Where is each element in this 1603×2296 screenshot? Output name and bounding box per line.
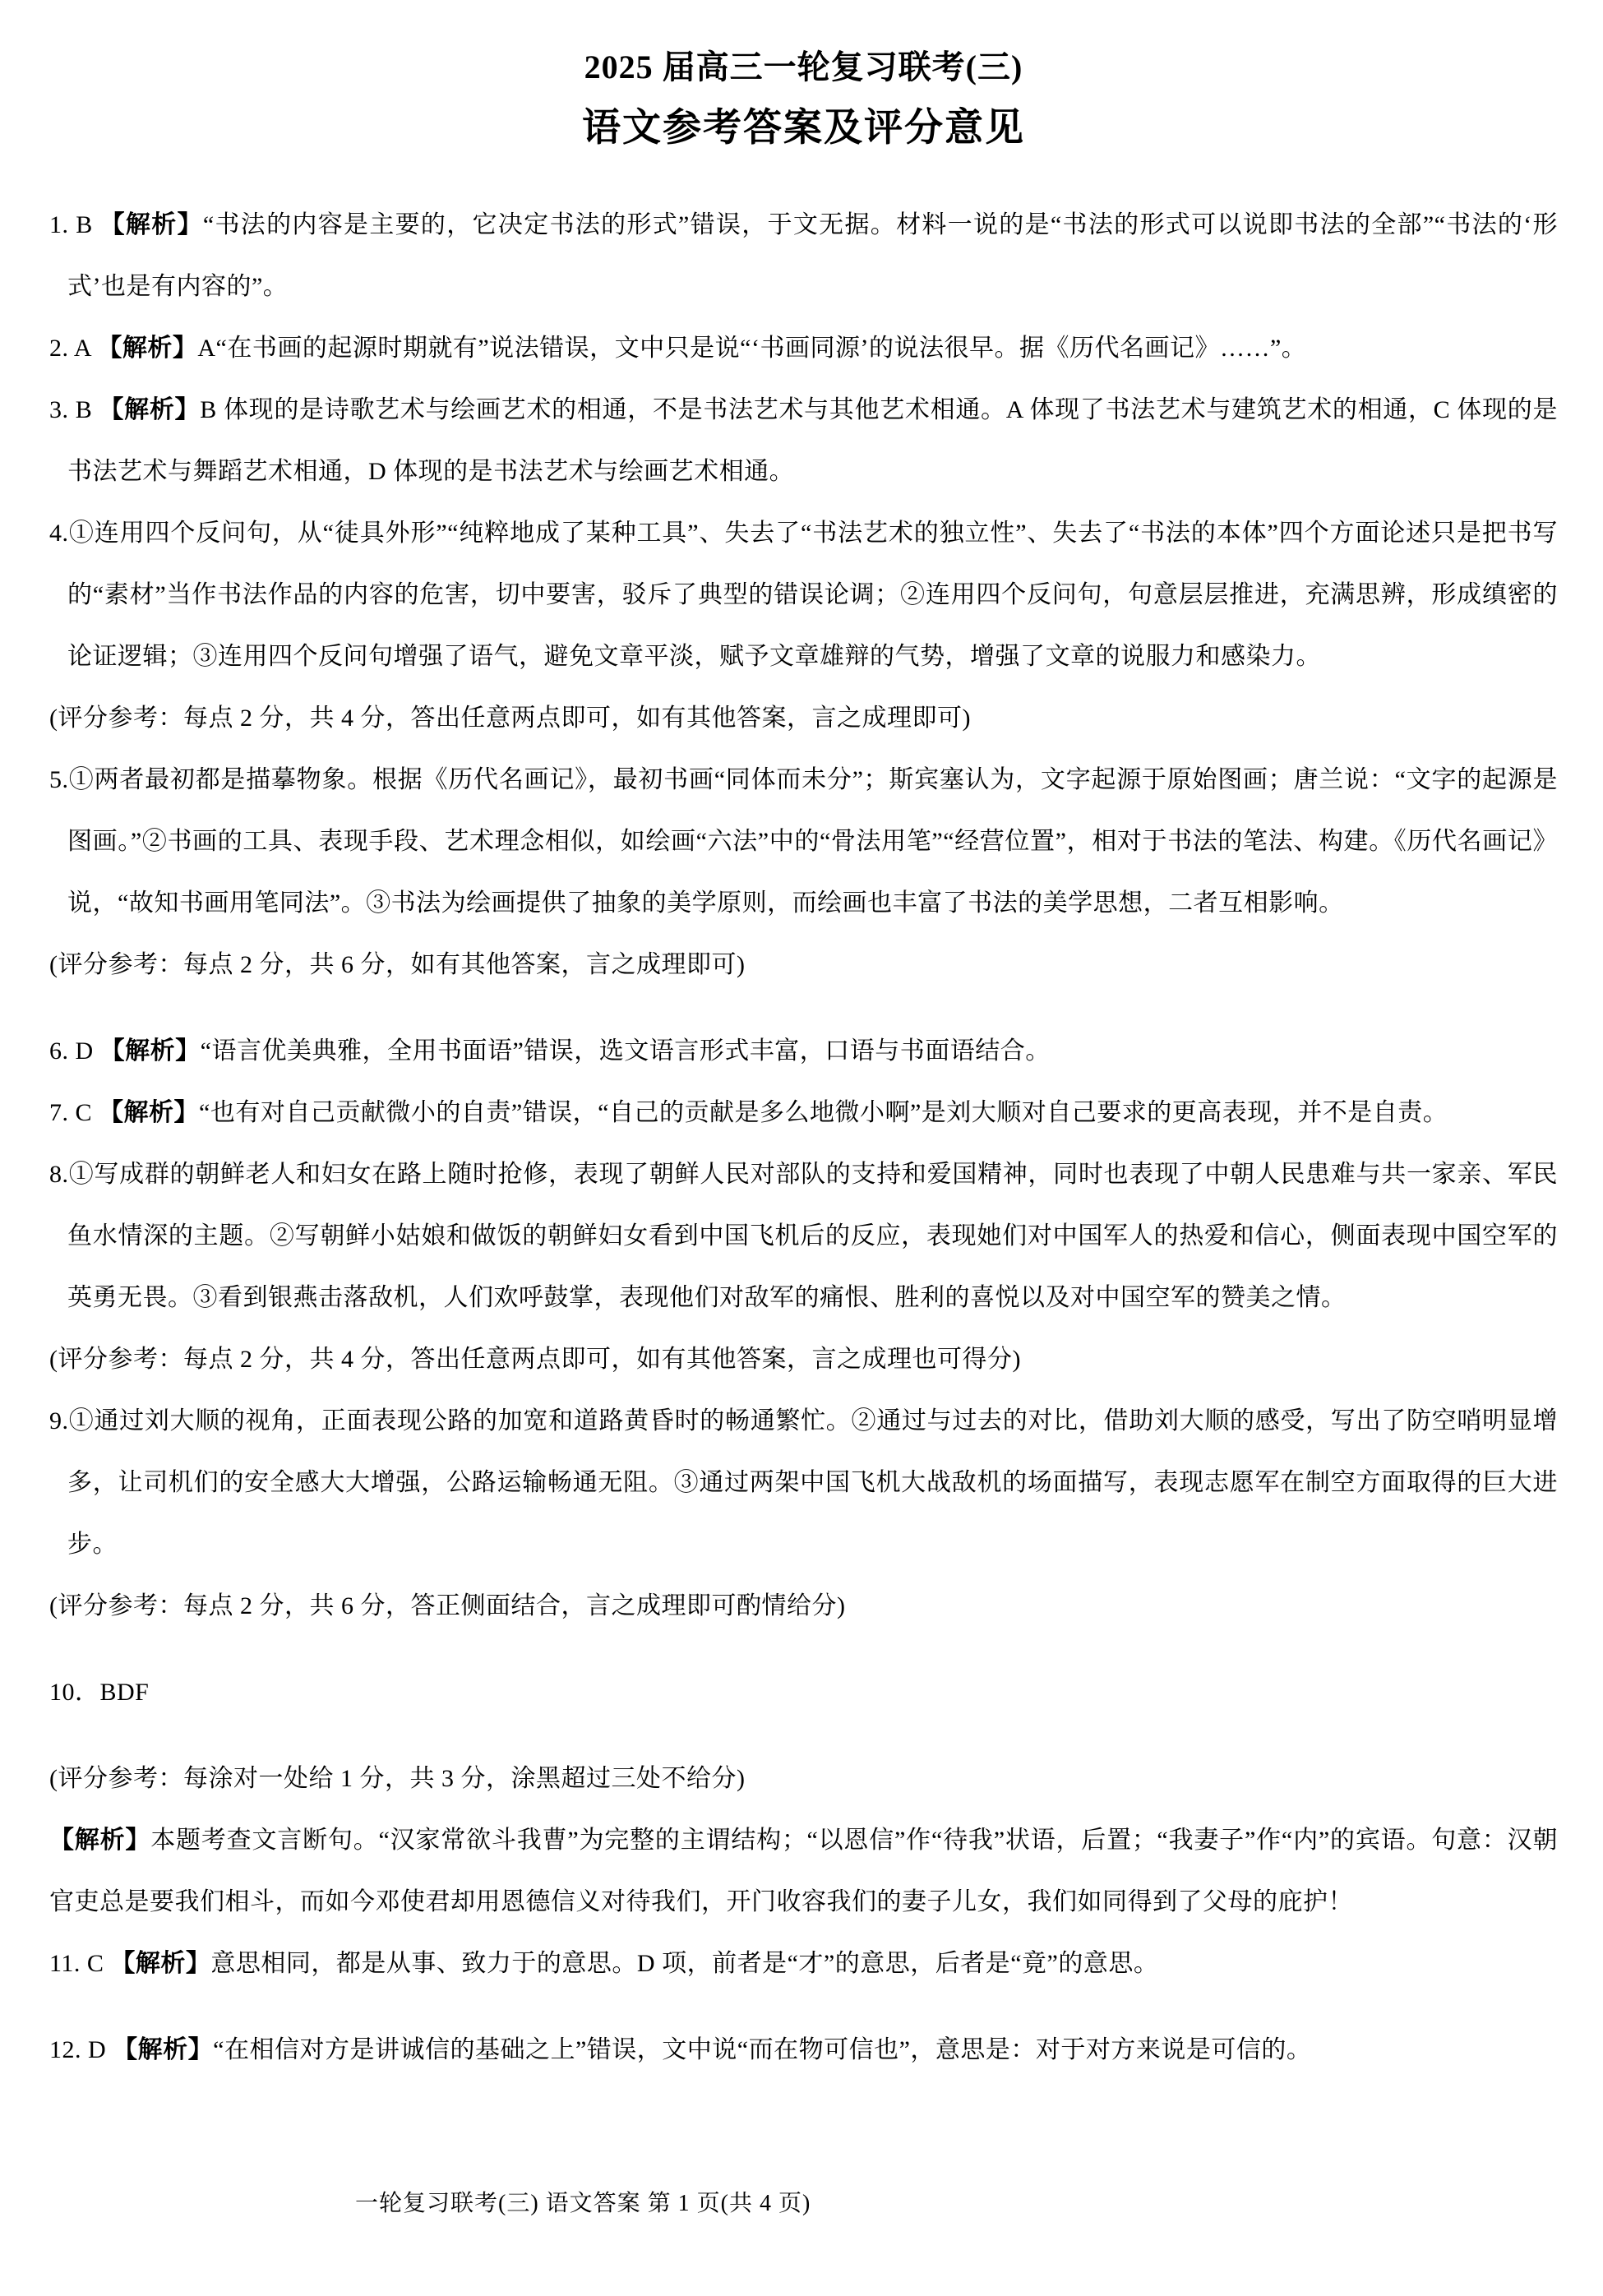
analysis-label: 【解析】 (49, 1827, 151, 1854)
answer-paragraph: 8.①写成群的朝鲜老人和妇女在路上随时抢修，表现了朝鲜人民对部队的支持和爱国精神，同时也表现了中朝人民患难与共一家亲、军民鱼水情深的主题。②写朝鲜小姑娘和做饭的朝鲜妇女看到中国飞机后的反应，表现她们对中国军人的热爱和信心，侧面表现中国空军的英勇无畏。③看到银燕击落敌机，人们欢呼鼓掌，表现他们对敌军的痛恨、胜利的喜悦以及对中国空军的赞美之情。 (49, 1161, 1558, 1311)
answer-paragraph: 【解析】本题考查文言断句。“汉家常欲斗我曹”为完整的主谓结构；“以恩信”作“待我”状语，后置；“我妻子”作“内”的宾语。句意：汉朝官吏总是要我们相斗，而如今邓使君却用恩德信义对待我们，开门收容我们的妻子儿女，我们如同得到了父母的庇护！ (49, 1827, 1558, 1915)
scoring-note: (评分参考：每点 2 分，共 4 分，答出任意两点即可，如有其他答案，言之成理即可) (49, 705, 971, 732)
exam-title: 2025 届高三一轮复习联考(三) (584, 49, 1023, 85)
analysis-label: 【解析】 (97, 335, 198, 362)
analysis-label: 【解析】 (99, 211, 203, 238)
answer-paragraph: 2. A 【解析】A“在书画的起源时期就有”说法错误，文中只是说“‘书画同源’的说法很早。据《历代名画记》……”。 (49, 335, 1307, 362)
answer-paragraph: 7. C 【解析】“也有对自己贡献微小的自责”错误，“自己的贡献是多么地微小啊”是刘大顺对自己要求的更高表现，并不是自责。 (49, 1099, 1448, 1126)
answers-section (49, 194, 1558, 2081)
scoring-note: (评分参考：每点 2 分，共 6 分，答正侧面结合，言之成理即可酌情给分) (49, 1592, 846, 1619)
answer-paragraph: 4.①连用四个反问句，从“徒具外形”“纯粹地成了某种工具”、失去了“书法艺术的独立性”、失去了“书法的本体”四个方面论述只是把书写的“素材”当作书法作品的内容的危害，切中要害，驳斥了典型的错误论调；②连用四个反问句，句意层层推进，充满思辨，形成缜密的论证逻辑；③连用四个反问句增强了语气，避免文章平淡，赋予文章雄辩的气势，增强了文章的说服力和感染力。 (49, 520, 1558, 670)
answer-paragraph: 5.①两者最初都是描摹物象。根据《历代名画记》，最初书画“同体而未分”；斯宾塞认为，文字起源于原始图画；唐兰说：“文字的起源是图画。”②书画的工具、表现手段、艺术理念相似，如绘画“六法”中的“骨法用笔”“经营位置”，相对于书法的笔法、构建。《历代名画记》说，“故知书画用笔同法”。③书法为绘画提供了抽象的美学原则，而绘画也丰富了书法的美学思想，二者互相影响。 (49, 766, 1558, 917)
answer-paragraph: 11. C 【解析】意思相同，都是从事、致力于的意思。D 项，前者是“才”的意思，后者是“竟”的意思。 (49, 1950, 1159, 1977)
analysis-label: 【解析】 (99, 1037, 201, 1065)
analysis-label: 【解析】 (99, 1099, 200, 1126)
analysis-label: 【解析】 (99, 396, 201, 423)
answer-paragraph: 9.①通过刘大顺的视角，正面表现公路的加宽和道路黄昏时的畅通繁忙。②通过与过去的对比，借助刘大顺的感受，写出了防空哨明显增多，让司机们的安全感大大增强，公路运输畅通无阻。③通过两架中国飞机大战敌机的场面描写，表现志愿军在制空方面取得的巨大进步。 (49, 1407, 1558, 1558)
scoring-note: (评分参考：每点 2 分，共 6 分，如有其他答案，言之成理即可) (49, 951, 746, 978)
answer-paragraph: 3. B 【解析】B 体现的是诗歌艺术与绘画艺术的相通，不是书法艺术与其他艺术相通。A 体现了书法艺术与建筑艺术的相通，C 体现的是书法艺术与舞蹈艺术相通，D 体现的是书法艺术与绘画艺术相通。 (49, 396, 1558, 485)
answer-line: 10．BDF (49, 1679, 150, 1706)
scoring-note: (评分参考：每涂对一处给 1 分，共 3 分，涂黑超过三处不给分) (49, 1765, 746, 1792)
answer-paragraph: 6. D 【解析】“语言优美典雅，全用书面语”错误，选文语言形式丰富，口语与书面语结合。 (49, 1037, 1051, 1065)
answer-paragraph: 12. D 【解析】“在相信对方是讲诚信的基础之上”错误，文中说“而在物可信也”，意思是：对于对方来说是可信的。 (49, 2036, 1312, 2063)
analysis-label: 【解析】 (110, 1950, 211, 1977)
answer-sheet-subtitle: 语文参考答案及评分意见 (582, 107, 1025, 150)
answer-paragraph: 1. B 【解析】“书法的内容是主要的，它决定书法的形式”错误，于文无据。材料一说的是“书法的形式可以说即书法的全部”“书法的‘形式’也是有内容的”。 (49, 211, 1558, 300)
page-footer: 一轮复习联考(三) 语文答案 第 1 页(共 4 页) (355, 2191, 811, 2216)
scoring-note: (评分参考：每点 2 分，共 4 分，答出任意两点即可，如有其他答案，言之成理也可得分) (49, 1346, 1021, 1373)
analysis-label: 【解析】 (113, 2036, 214, 2063)
